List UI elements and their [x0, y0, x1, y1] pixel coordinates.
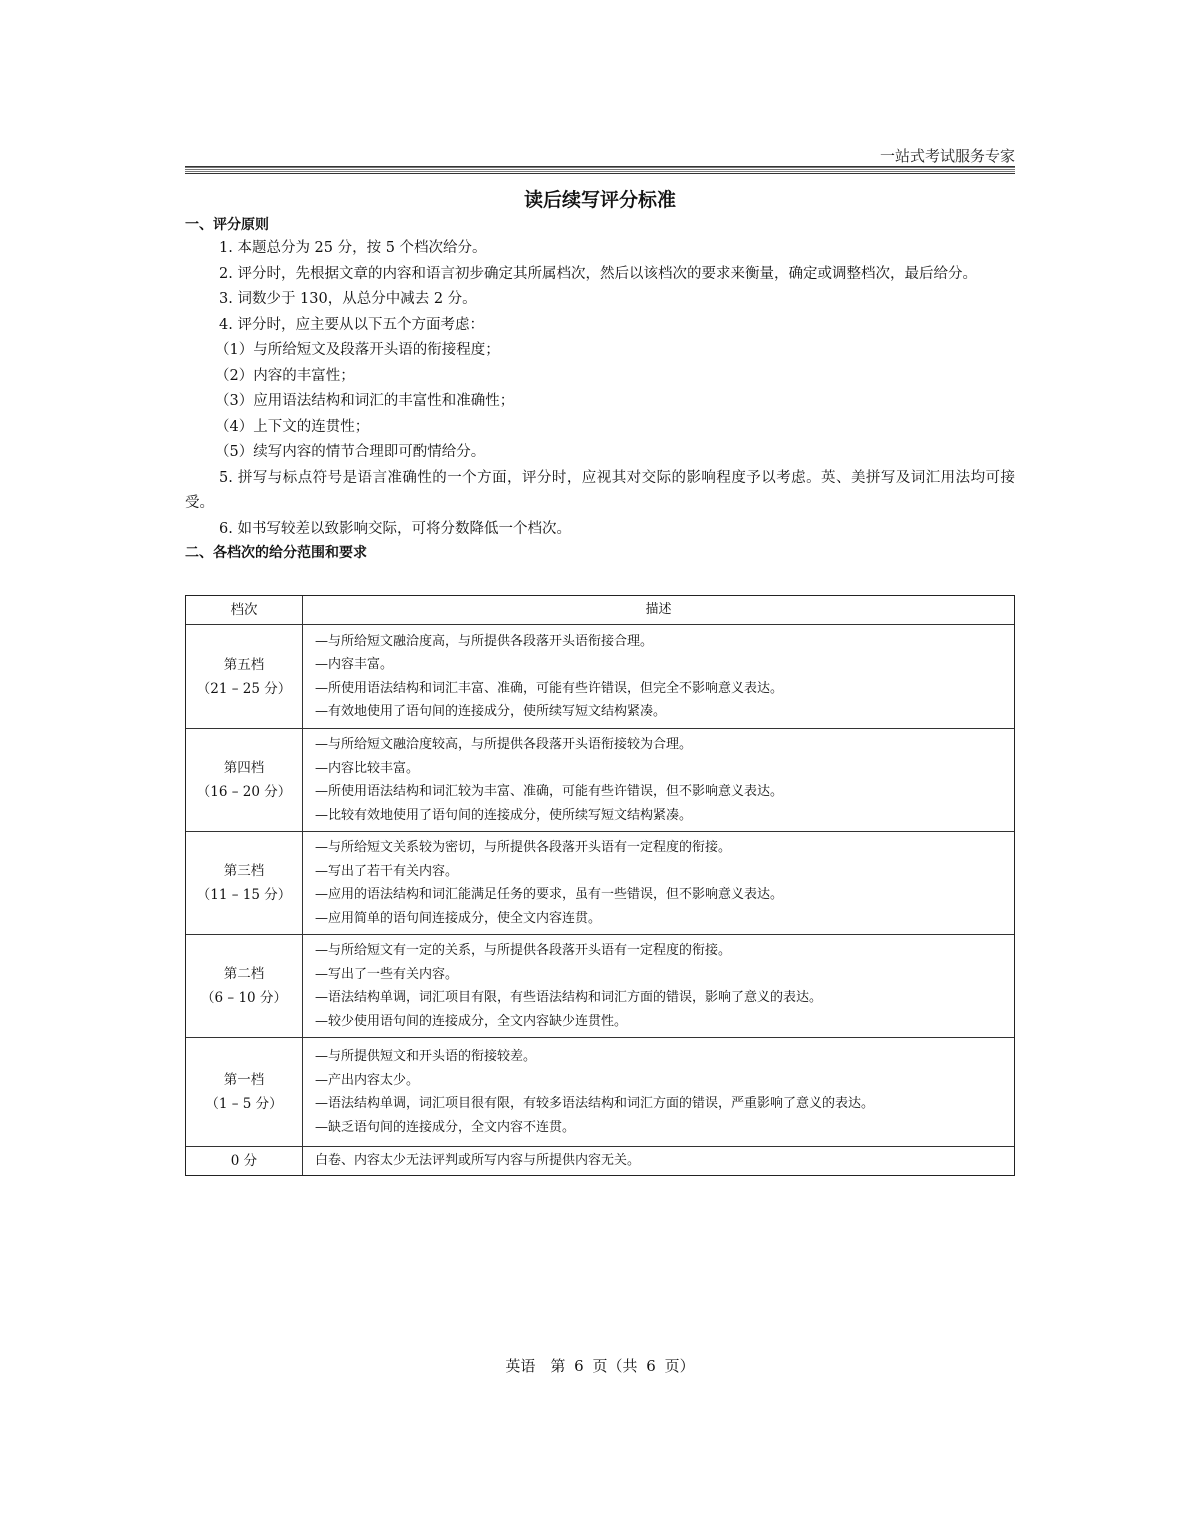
desc-line: —写出了若干有关内容。 [315, 863, 459, 879]
band-range: （16 – 20 分） [196, 784, 292, 800]
desc-line: —与所给短文有一定的关系，与所提供各段落开头语有一定程度的衔接。 [315, 943, 732, 958]
rule-item: 1. 本题总分为 25 分，按 5 个档次给分。 [219, 240, 487, 256]
band-range: （1 – 5 分） [205, 1096, 283, 1112]
band-description: 白卷、内容太少无法评判或所写内容与所提供内容无关。 [315, 1153, 641, 1169]
rule-subitem: （5）续写内容的情节合理即可酌情给分。 [215, 444, 486, 460]
table-row [186, 934, 1014, 1037]
desc-line: —写出了一些有关内容。 [315, 966, 459, 982]
band-level [186, 935, 303, 1037]
desc-line: —所使用语法结构和词汇较为丰富、准确，可能有些许错误，但不影响意义表达。 [315, 784, 784, 799]
band-level [186, 729, 303, 831]
desc-line: —较少使用语句间的连接成分，全文内容缺少连贯性。 [315, 1013, 628, 1029]
rule-item: 2. 评分时，先根据文章的内容和语言初步确定其所属档次，然后以该档次的要求来衡量，确定或调整档次，最后给分。 [219, 265, 977, 282]
band-level: 0 分 [186, 1147, 303, 1175]
desc-line: —与所提供短文和开头语的衔接较差。 [315, 1049, 537, 1064]
table-row [186, 728, 1014, 831]
desc-line: —与所给短文融洽度高，与所提供各段落开头语衔接合理。 [315, 633, 654, 649]
table-row [186, 1037, 1014, 1146]
band-description [303, 729, 1014, 831]
rule-item: 6. 如书写较差以致影响交际，可将分数降低一个档次。 [219, 520, 571, 537]
band-name: 第四档 [223, 760, 265, 776]
header-brand: 一站式考试服务专家 [879, 147, 1015, 165]
rule-item: 4. 评分时，应主要从以下五个方面考虑： [219, 316, 484, 333]
desc-line: —与所给短文关系较为密切，与所提供各段落开头语有一定程度的衔接。 [315, 840, 732, 855]
desc-line: —语法结构单调，词汇项目很有限，有较多语法结构和词汇方面的错误，严重影响了意义的表达。 [315, 1096, 875, 1111]
desc-line: —缺乏语句间的连接成分，全文内容不连贯。 [315, 1119, 576, 1135]
band-description [303, 935, 1014, 1037]
rule-subitem: （1）与所给短文及段落开头语的衔接程度； [215, 342, 500, 358]
band-name: 第二档 [223, 966, 265, 982]
section-heading: 二、各档次的给分范围和要求 [185, 545, 367, 561]
section-scoring-principles [185, 214, 1015, 564]
desc-line: —内容比较丰富。 [315, 760, 420, 776]
table-row [186, 1146, 1014, 1175]
rule-item: 3. 词数少于 130，从总分中减去 2 分。 [219, 291, 477, 307]
header-divider [185, 166, 1015, 174]
page-title: 读后续写评分标准 [523, 189, 676, 211]
desc-line: —有效地使用了语句间的连接成分，使所续写短文结构紧凑。 [315, 704, 667, 719]
band-range: （11 – 15 分） [196, 887, 292, 903]
band-level [186, 625, 303, 728]
band-description [303, 1038, 1014, 1146]
band-name: 第一档 [223, 1072, 265, 1088]
table-row [186, 624, 1014, 728]
table-header-row [186, 596, 1014, 624]
header-level: 档次 [186, 596, 303, 624]
header-description: 描述 [645, 602, 672, 618]
band-name: 第五档 [223, 656, 265, 673]
band-range: （21 – 25 分） [196, 680, 292, 697]
rule-subitem: （2）内容的丰富性； [215, 367, 355, 384]
band-range: （6 – 10 分） [201, 990, 287, 1006]
band-name: 第三档 [223, 863, 265, 879]
band-description [303, 625, 1014, 728]
desc-line: —应用简单的语句间连接成分，使全文内容连贯。 [315, 910, 602, 926]
section-heading: 一、评分原则 [185, 217, 269, 233]
rule-subitem: （4）上下文的连贯性； [215, 418, 370, 435]
desc-line: —所使用语法结构和词汇丰富、准确，可能有些许错误，但完全不影响意义表达。 [315, 680, 784, 696]
table-row [186, 831, 1014, 934]
desc-line: —内容丰富。 [315, 657, 394, 672]
band-level [186, 1038, 303, 1146]
desc-line: —与所给短文融洽度较高，与所提供各段落开头语衔接较为合理。 [315, 737, 693, 752]
desc-line: —应用的语法结构和词汇能满足任务的要求，虽有一些错误，但不影响意义表达。 [315, 887, 784, 902]
scoring-table [185, 595, 1015, 1176]
band-level [186, 832, 303, 934]
page-footer: 英语 第 6 页（共 6 页） [505, 1357, 695, 1375]
desc-line: —产出内容太少。 [315, 1072, 420, 1088]
band-description [303, 832, 1014, 934]
desc-line: —比较有效地使用了语句间的连接成分，使所续写短文结构紧凑。 [315, 807, 693, 823]
rule-subitem: （3）应用语法结构和词汇的丰富性和准确性； [215, 393, 515, 409]
rule-item: 5. 拼写与标点符号是语言准确性的一个方面，评分时，应视其对交际的影响程度予以考虑。英、美拼写及词汇用法均可接受。 [185, 469, 1015, 511]
desc-line: —语法结构单调，词汇项目有限，有些语法结构和词汇方面的错误，影响了意义的表达。 [315, 990, 823, 1005]
